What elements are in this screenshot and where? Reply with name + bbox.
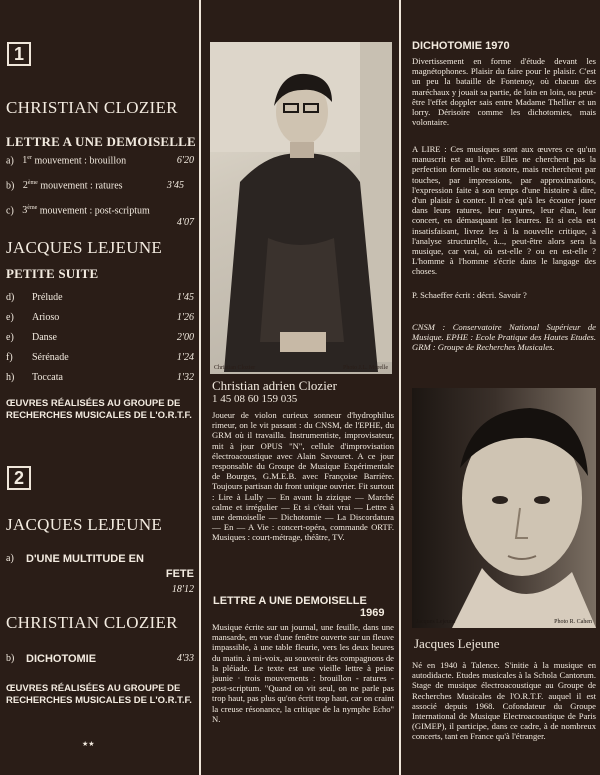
photo-credit: Photo R. Cahen [554,619,592,625]
clozier-name: Christian adrien Clozier [212,378,337,393]
clozier-digits: 1 45 08 60 159 035 [212,393,298,405]
side1-composer-clozier: CHRISTIAN CLOZIER [6,98,178,117]
clozier-photo [210,42,392,374]
work-multitude-line2: FETE [165,568,194,580]
tracklist-column [0,0,198,775]
movement-item: d) Prélude 1'45 [6,292,194,303]
abbreviations: CNSM : Conservatoire National Supérieur de Musique. EPHE : Ecole Pratique des Hautes Etudes. GRM : Groupe de Recherches Musicales. [412,322,596,353]
dichotomie-text: Divertissement en forme d'étude devant les magnétophones. Plaisir du faire pour le plaisir. C'est un peu la bataille de Fontenoy, où chacun des maréchaux y jouait sa partie, de loin en loin, ou peut-être l'effet doppler sais entre Madame Thellier et un lorry. Dérisoire comme les dichotomies, mais volontaire. [412,56,596,128]
column-divider [199,0,201,775]
person-portrait-icon [412,388,596,628]
movement-item: h) Toccata 1'32 [6,372,194,383]
movement-item: e) Arioso 1'26 [6,312,194,323]
work-multitude-duration: 18'12 [171,584,194,595]
work-title-lettre: LETTRE A UNE DEMOISELLE [6,134,196,149]
photo-credit: Photo J.L. Morelle [343,365,388,371]
side-1-box: 1 [7,42,31,66]
a-lire-text: A LIRE : Ces musiques sont aux œuvres ce qu'un manuscrit est au livre. Elles ne cherchent pas la perfection formelle ou sonore, mais recherchent par touches, par impressions, par approximations, l'expression faite à son temps d'une histoire à dire, d'un plaisir à conter. Il n'est qu'à les écouter jouer dans leurs ratures, leur rayures, leur élan, leur concert, en démasquant les leurres. Et si cela est insatisfaisant, livrez les à la nouvelle critique, à l'analyse structurelle, à..., peut-être alors sera la musique, car vrai, où est-elle ? ou en est-elle ? L'homme à l'homme s'écrie dans le langage des choses. [412,144,596,277]
photo-caption: Christian Clozier [214,365,256,371]
side1-composer-lejeune: JACQUES LEJEUNE [6,238,163,257]
movement-item: a) 1er mouvement : brouillon 6'20 [6,155,194,167]
work-multitude: a) D'UNE MULTITUDE EN [6,553,144,565]
stars-ornament: ★★ [82,740,95,748]
movement-item: e) Danse 2'00 [6,332,194,343]
lettre-year: 1969 [360,607,385,619]
side1-credit: ŒUVRES RÉALISÉES AU GROUPE DE RECHERCHES MUSICALES DE L'O.R.T.F. [6,398,192,421]
dichotomie-heading: DICHOTOMIE 1970 [412,40,510,52]
work-title-petite-suite: PETITE SUITE [6,266,99,281]
lejeune-photo [412,388,596,628]
lejeune-name: Jacques Lejeune [414,636,500,651]
lettre-text: Musique écrite sur un journal, une feuille, dans une mansarde, en vue d'une fenêtre ouverte sur un fleuve impassible, à une table fleurie, vers les deux heures du matin. à mi-voix, au souvenir des compagnons de la pléiade. Le texte est une vieille lettre à peine jaunie · trois mouvements : brouillon - ratures - post-scriptum. "Quand on vit seul, on ne parle pas trop haut, pas plus qu'on écrit trop haut, car on craint la creuse résonance, la critique de la nymphe Echo" N. [212,622,394,724]
column-divider [399,0,401,775]
movement-item: c) 3ème mouvement : post-scriptum 4'07 [6,205,194,228]
person-silhouette-icon [210,42,392,374]
clozier-column [205,0,397,775]
lejeune-bio: Né en 1940 à Talence. S'initie à la musique en autodidacte. Etudes musicales à la Schola Cantorum. Stage de musique électroacoustique au Groupe de Recherches Musicales de l'O.R.T.F. auquel il est associé depuis 1968. Cofondateur du Groupe International de Musique Electroacoustique de Paris (GIMEP), il participe, dans ce cadre, à de nombreux concerts, tant en France qu'à l'étranger. [412,660,596,742]
side2-composer-lejeune: JACQUES LEJEUNE [6,515,163,534]
a-lire-end: P. Schaeffer écrit : décri. Savoir ? [412,290,527,300]
lettre-heading: LETTRE A UNE DEMOISELLE [213,595,367,607]
movement-item: b) 2ème mouvement : ratures 3'45 [6,180,184,192]
clozier-bio: Joueur de violon curieux sonneur d'hydrophilus rimeur, on le vit passant : du CNSM, de l'EPHE, du GRM où il travailla. Instrumentiste, improvisateur, mit à jour OPUS "N", cellule d'improvisation électroacoustique avec Alain Savouret. A ce jour responsable du Groupe de Musique Expérimentale de Bourges, G.M.E.B. avec Françoise Barrière. Toujours partisan du front unique ouvrier. Fit surtout : Lire à Lully — En avant la zizique — Marché calme et irrégulier — Et si c'était vrai — Lettre à une demoiselle — Dichotomie — La Discordatura — En — A Vie : concert-opéra, commande ORTF. Musiques : court-métrage, théâtre, TV. [212,410,394,543]
lejeune-column [404,0,600,775]
photo-caption: Jacques Lejeune [416,619,456,625]
work-dichotomie: b) DICHOTOMIE 4'33 [6,653,194,665]
movement-item: f) Sérénade 1'24 [6,352,194,363]
side2-credit: ŒUVRES RÉALISÉES AU GROUPE DE RECHERCHES MUSICALES DE L'O.R.T.F. [6,683,192,706]
side-2-box: 2 [7,466,31,490]
side2-composer-clozier: CHRISTIAN CLOZIER [6,613,178,632]
